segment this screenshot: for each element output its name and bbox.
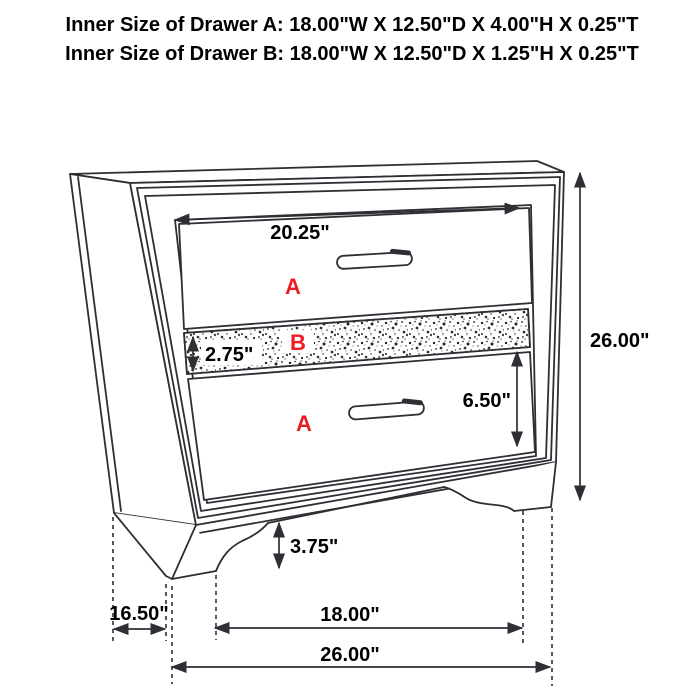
dim-label-bottom-drawer-height: 6.50" [462,390,511,412]
label-drawer-a-bottom: A [296,411,312,436]
dim-label-top-inner-width: 20.25" [270,222,330,244]
label-drawer-a-top: A [285,274,301,299]
dim-label-inner-width: 18.00" [320,604,380,626]
dim-label-overall-width: 26.00" [320,644,380,666]
header-line-1: Inner Size of Drawer A: 18.00"W X 12.50"D X 4.00"H X 0.25"T [65,14,639,36]
label-jewel-band-b: B [290,330,306,355]
drawer-a-bottom [188,352,535,500]
dim-label-foot-height: 3.75" [290,536,339,558]
header-line-2: Inner Size of Drawer B: 18.00"W X 12.50"D X 1.25"H X 0.25"T [65,43,639,65]
dim-label-band-height: 2.75" [205,344,254,366]
dim-label-overall-height: 26.00" [590,330,650,352]
dim-label-side-depth: 16.50" [109,603,169,625]
header [65,14,639,65]
